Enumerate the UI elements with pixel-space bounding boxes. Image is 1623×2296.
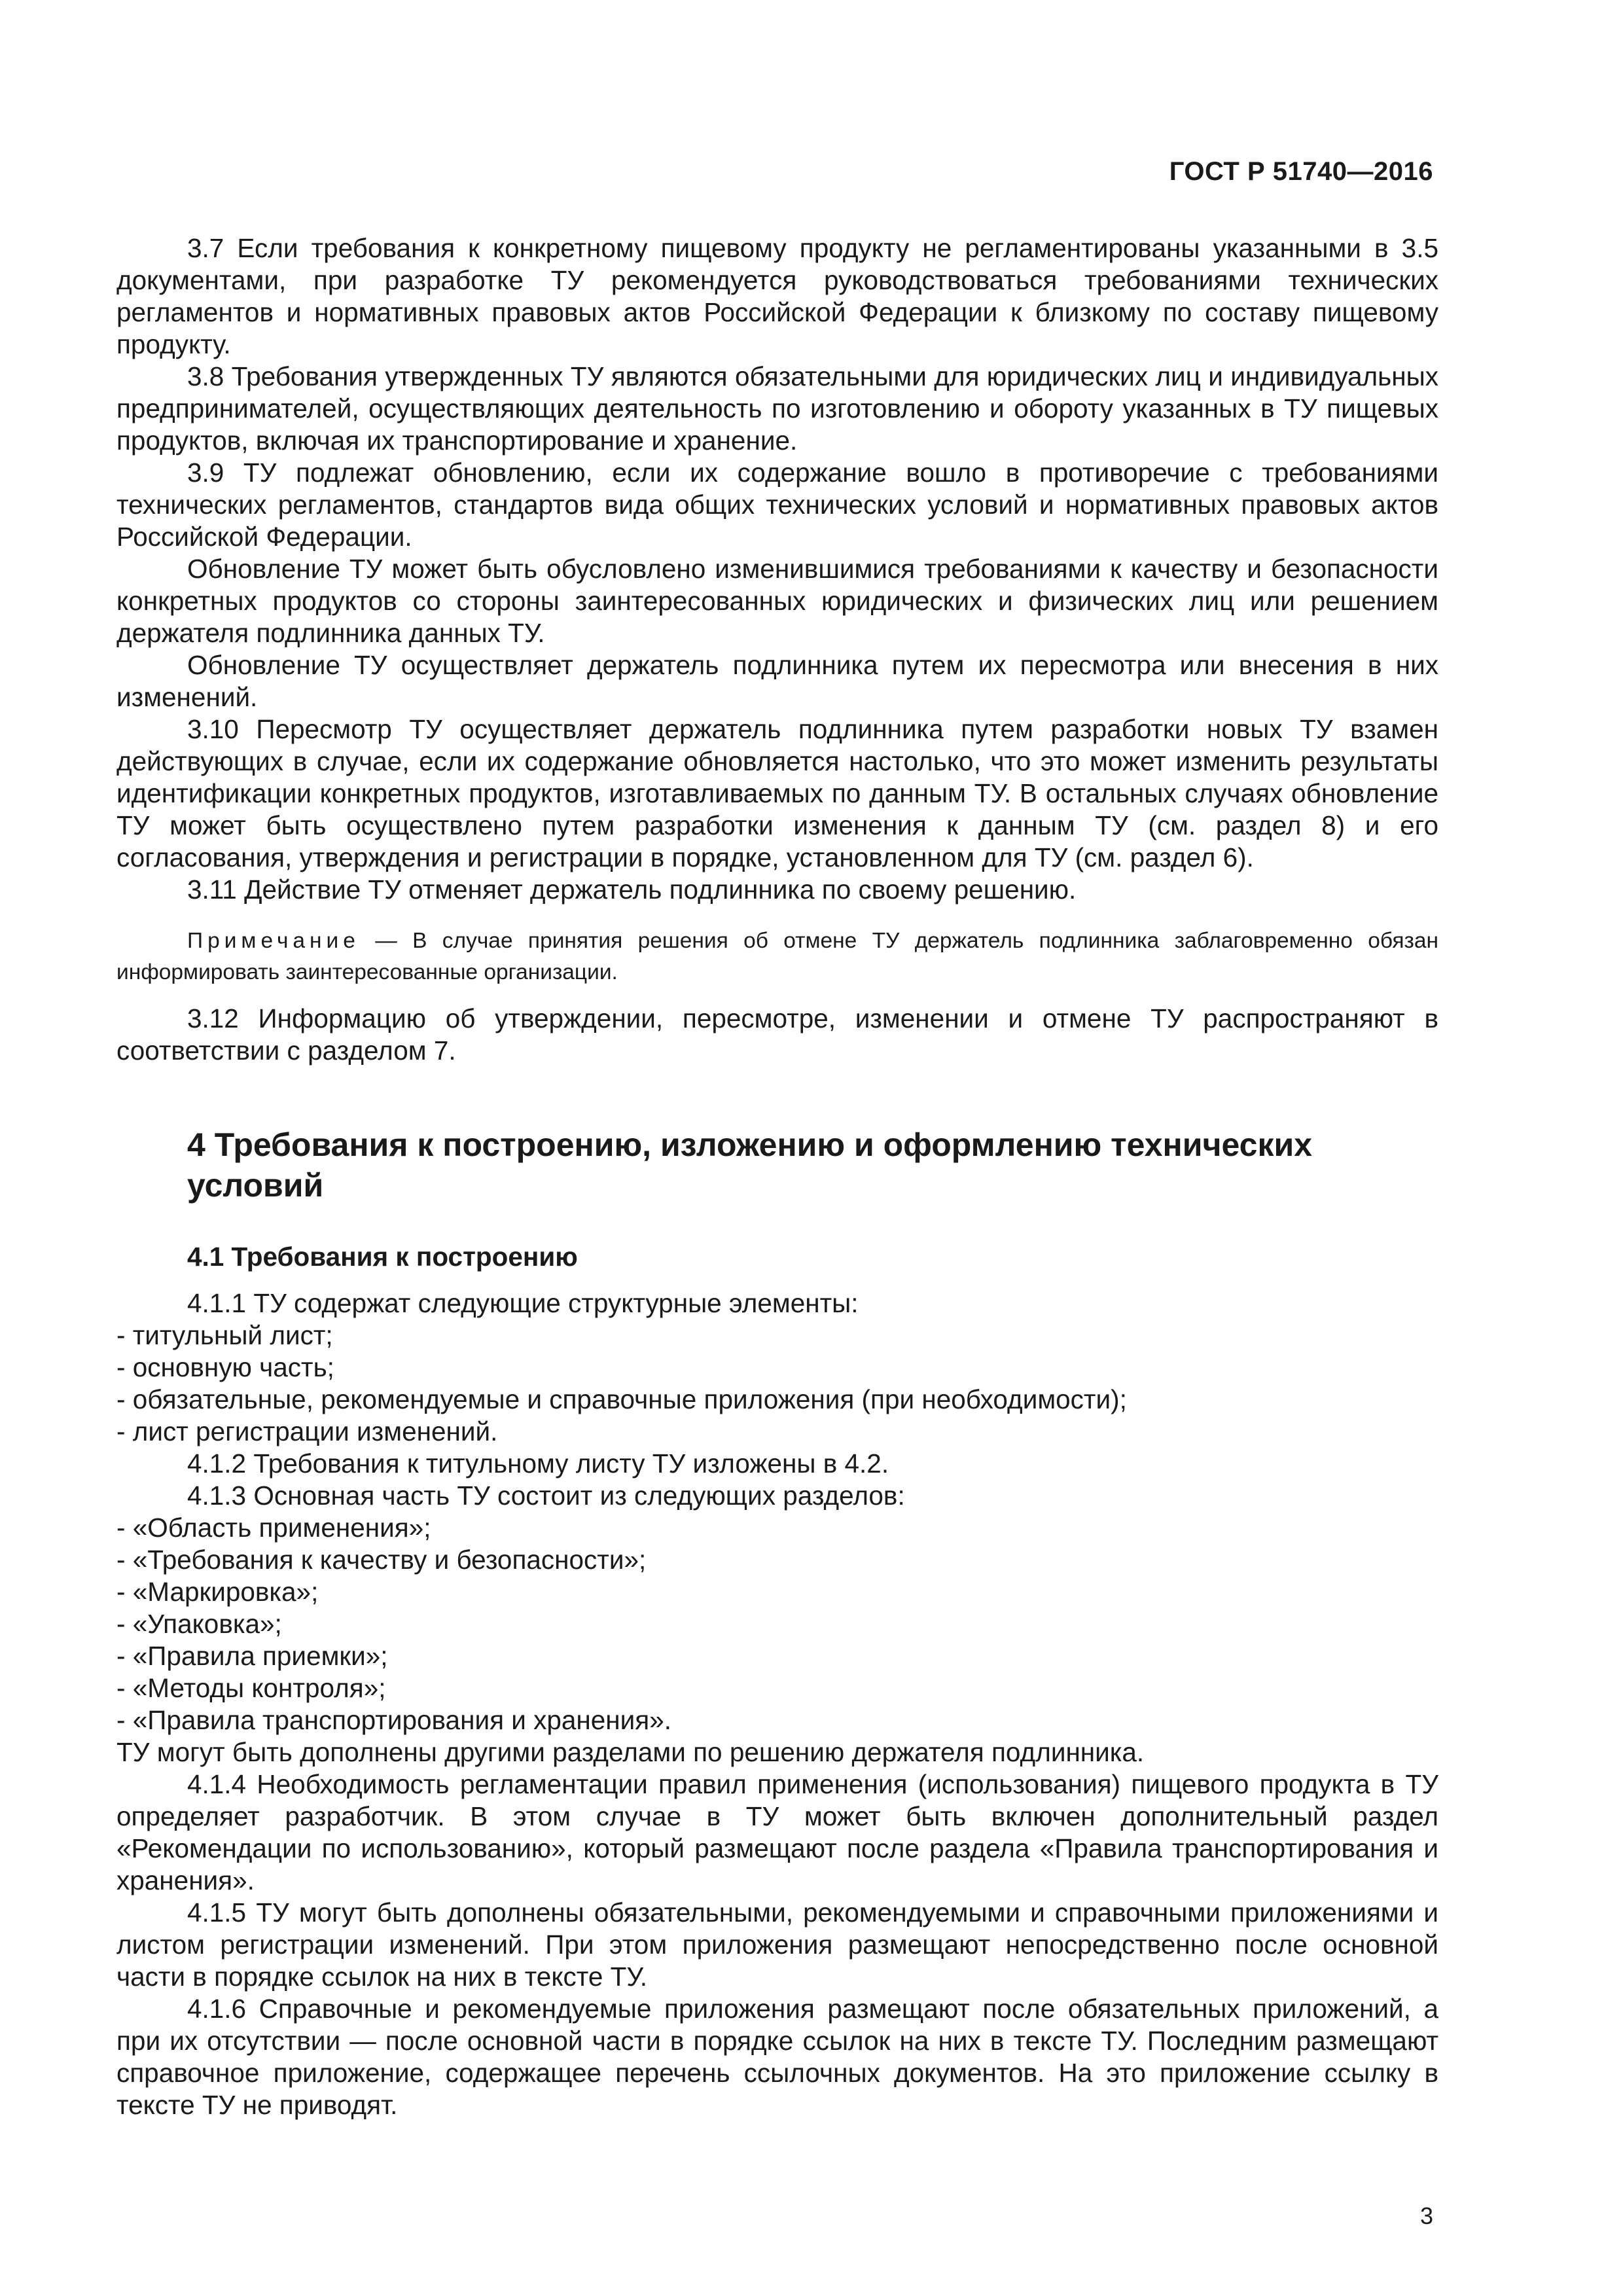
paragraph-update-holder: Обновление ТУ осуществляет держатель подлинника путем их пересмотра или внесения в них изменений. [116,650,1438,712]
note-label: Примечание [187,929,360,953]
section-4-heading: 4 Требования к построению, изложению и оформлению технических условий [187,1126,1313,1204]
list-item-transport-storage: - «Правила транспортирования и хранения». [116,1705,672,1735]
paragraph-4-1-1: 4.1.1 ТУ содержат следующие структурные элементы: [187,1288,859,1318]
list-item-title-page: - титульный лист; [116,1320,333,1350]
document-code-header: ГОСТ Р 51740—2016 [1169,157,1433,186]
note-text: — В случае принятия решения об отмене ТУ держатель подлинника заблаговременно обязан информировать заинтересованные организации. [116,929,1438,984]
list-item-appendices: - обязательные, рекомендуемые и справочные приложения (при необходимости); [116,1384,1127,1414]
paragraph-3-9: 3.9 ТУ подлежат обновлению, если их содержание вошло в противоречие с требованиями технических регламентов, стандартов вида общих технических условий и нормативных правовых актов Российской Федерации. [116,457,1438,552]
list-item-marking: - «Маркировка»; [116,1577,319,1607]
document-body [116,232,1438,2121]
list-item-change-sheet: - лист регистрации изменений. [116,1416,498,1446]
list-item-acceptance: - «Правила приемки»; [116,1641,388,1671]
paragraph-3-8: 3.8 Требования утвержденных ТУ являются обязательными для юридических лиц и индивидуальных предпринимателей, осуществляющих деятельность по изготовлению и обороту указанных в ТУ пищевых продуктов, включая их транспортирование и хранение. [116,361,1438,456]
paragraph-4-1-2: 4.1.2 Требования к титульному листу ТУ изложены в 4.2. [187,1448,889,1479]
paragraph-4-1-4: 4.1.4 Необходимость регламентации правил применения (использования) пищевого продукта в ТУ определяет разработчик. В этом случае в ТУ может быть включен дополнительный раздел «Рекомендации по использованию», который размещают после раздела «Правила транспортирования и хранения». [116,1769,1438,1895]
paragraph-4-1-5: 4.1.5 ТУ могут быть дополнены обязательными, рекомендуемыми и справочными приложениями и листом регистрации изменений. При этом приложения размещают непосредственно после основной части в порядке ссылок на них в тексте ТУ. [116,1897,1438,1992]
paragraph-extra-sections: ТУ могут быть дополнены другими разделами по решению держателя подлинника. [116,1737,1145,1767]
paragraph-4-1-3: 4.1.3 Основная часть ТУ состоит из следующих разделов: [187,1480,905,1511]
paragraph-4-1-6: 4.1.6 Справочные и рекомендуемые приложения размещают после обязательных приложений, а при их отсутствии — после основной части в порядке ссылок на них в тексте ТУ. Последним размещают справочное приложение, содержащее перечень ссылочных документов. На это приложение ссылку в тексте ТУ не приводят. [116,1994,1438,2120]
list-item-scope: - «Область применения»; [116,1513,431,1543]
note [116,925,1438,988]
list-item-control-methods: - «Методы контроля»; [116,1673,386,1703]
paragraph-3-11: 3.11 Действие ТУ отменяет держатель подлинника по своему решению. [187,874,1077,905]
list-item-main-part: - основную часть; [116,1352,334,1382]
page-number: 3 [1419,2202,1433,2229]
paragraph-3-7: 3.7 Если требования к конкретному пищевому продукту не регламентированы указанными в 3.5 документами, при разработке ТУ рекомендуется руководствоваться требованиями технических регламентов и нормативных правовых актов Российской Федерации к близкому по составу пищевому продукту. [116,233,1438,359]
list-item-packaging: - «Упаковка»; [116,1609,282,1639]
list-item-quality: - «Требования к качеству и безопасности»; [116,1545,647,1575]
subsection-4-1-heading: 4.1 Требования к построению [187,1242,578,1272]
paragraph-update-reasons: Обновление ТУ может быть обусловлено изменившимися требованиями к качеству и безопасности конкретных продуктов со стороны заинтересованных юридических и физических лиц или решением держателя подлинника данных ТУ. [116,554,1438,648]
paragraph-3-12: 3.12 Информацию об утверждении, пересмотре, изменении и отмене ТУ распространяют в соответствии с разделом 7. [116,1003,1438,1066]
paragraph-3-10: 3.10 Пересмотр ТУ осуществляет держатель подлинника путем разработки новых ТУ взамен действующих в случае, если их содержание обновляется настолько, что это может изменить результаты идентификации конкретных продуктов, изготавливаемых по данным ТУ. В остальных случаях обновление ТУ может быть осуществлено путем разработки изменения к данным ТУ (см. раздел 8) и его согласования, утверждения и регистрации в порядке, установленном для ТУ (см. раздел 6). [116,714,1438,872]
